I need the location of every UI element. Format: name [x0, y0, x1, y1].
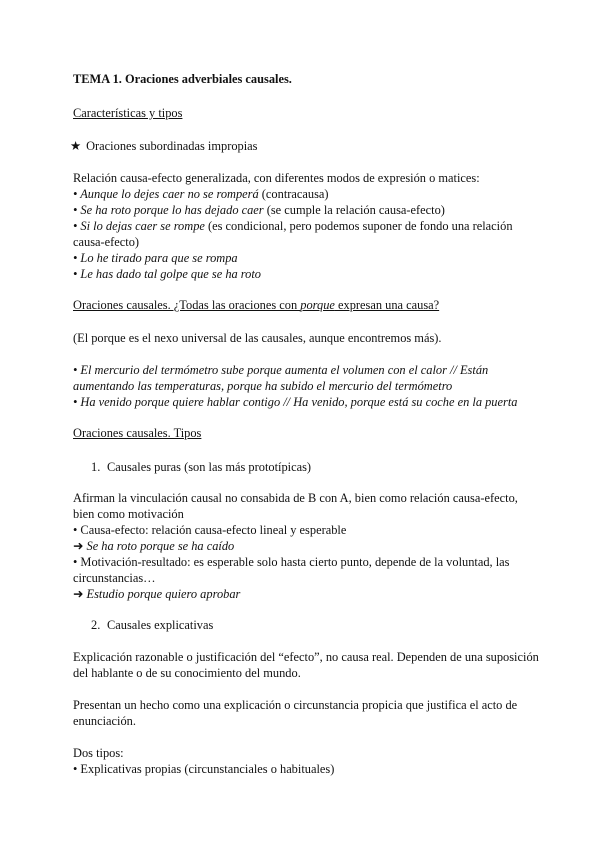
bullet-condicional-cont: causa-efecto)	[73, 235, 140, 249]
bullet-causa-efecto	[73, 202, 445, 218]
example-estudio	[73, 586, 240, 602]
list-item-causales-explicativas	[91, 617, 213, 633]
bullet-explicativas-propias: • Explicativas propias (circunstanciales o habituales)	[73, 762, 335, 776]
bullet-example: • Aunque lo dejes caer no se romperá	[73, 187, 259, 201]
bullet-motivacion-cont: circunstancias…	[73, 571, 156, 585]
list-number: 1.	[91, 460, 101, 474]
example-text: Estudio porque quiero aprobar	[86, 587, 241, 601]
list-item-causales-puras	[91, 459, 311, 475]
arrow-right-icon: ➜	[73, 539, 84, 553]
example-mercurio-l1: • El mercurio del termómetro sube porque aumenta el volumen con el calor // Están	[73, 363, 489, 377]
star-item-label: Oraciones subordinadas impropias	[86, 139, 258, 153]
star-item	[70, 138, 258, 154]
bullet-motivacion: • Motivación-resultado: es esperable solo hasta cierto punto, depende de la voluntad, las	[73, 555, 510, 569]
puras-paragraph-l1: Afirman la vinculación causal no consabida de B con A, bien como relación causa-efecto,	[73, 491, 518, 505]
bullet-note: (se cumple la relación causa-efecto)	[263, 203, 445, 217]
example-roto	[73, 538, 234, 554]
heading-part: expresan una causa?	[334, 298, 440, 312]
star-icon: ★	[70, 139, 82, 153]
example-text: Se ha roto porque se ha caído	[86, 539, 235, 553]
bullet-causa-efecto-lineal: • Causa-efecto: relación causa-efecto lineal y esperable	[73, 523, 347, 537]
bullet-example: • Se ha roto porque lo has dejado caer	[73, 203, 264, 217]
section-heading-causales	[73, 297, 439, 313]
bullet-example: • Si lo dejas caer se rompe	[73, 219, 205, 233]
document-title: TEMA 1. Oraciones adverbiales causales.	[73, 72, 292, 86]
explicativas-paragraph-l1: Explicación razonable o justificación del “efecto”, no causa real. Dependen de una suposición	[73, 650, 539, 664]
enunciacion-paragraph-l1: Presentan un hecho como una explicación o circunstancia propicia que justifica el acto de	[73, 698, 518, 712]
heading-part: Oraciones causales. ¿Todas las oraciones con	[73, 298, 301, 312]
intro-paragraph: Relación causa-efecto generalizada, con diferentes modos de expresión o matices:	[73, 171, 480, 185]
section-heading-caracteristicas: Características y tipos	[73, 106, 183, 120]
list-label: Causales puras (son las más prototípicas)	[107, 460, 312, 474]
bullet-consecutiva: • Le has dado tal golpe que se ha roto	[73, 267, 262, 281]
bullet-note: (es condicional, pero podemos suponer de fondo una relación	[204, 219, 513, 233]
puras-paragraph-l2: bien como motivación	[73, 507, 184, 521]
list-label: Causales explicativas	[107, 618, 214, 632]
enunciacion-paragraph-l2: enunciación.	[73, 714, 136, 728]
heading-porque: porque	[300, 298, 335, 312]
section-heading-tipos: Oraciones causales. Tipos	[73, 426, 202, 440]
bullet-condicional	[73, 218, 513, 234]
list-number: 2.	[91, 618, 101, 632]
example-venido: • Ha venido porque quiere hablar contigo // Ha venido, porque está su coche en la puerta	[73, 395, 518, 409]
explicativas-paragraph-l2: del hablante o de su conocimiento del mundo.	[73, 666, 301, 680]
porque-note: (El porque es el nexo universal de las causales, aunque encontremos más).	[73, 331, 442, 345]
bullet-final: • Lo he tirado para que se rompa	[73, 251, 238, 265]
bullet-contracausa	[73, 186, 329, 202]
bullet-note: (contracausa)	[258, 187, 329, 201]
example-mercurio-l2: aumentando las temperaturas, porque ha subido el mercurio del termómetro	[73, 379, 453, 393]
arrow-right-icon: ➜	[73, 587, 84, 601]
dos-tipos-label: Dos tipos:	[73, 746, 124, 760]
